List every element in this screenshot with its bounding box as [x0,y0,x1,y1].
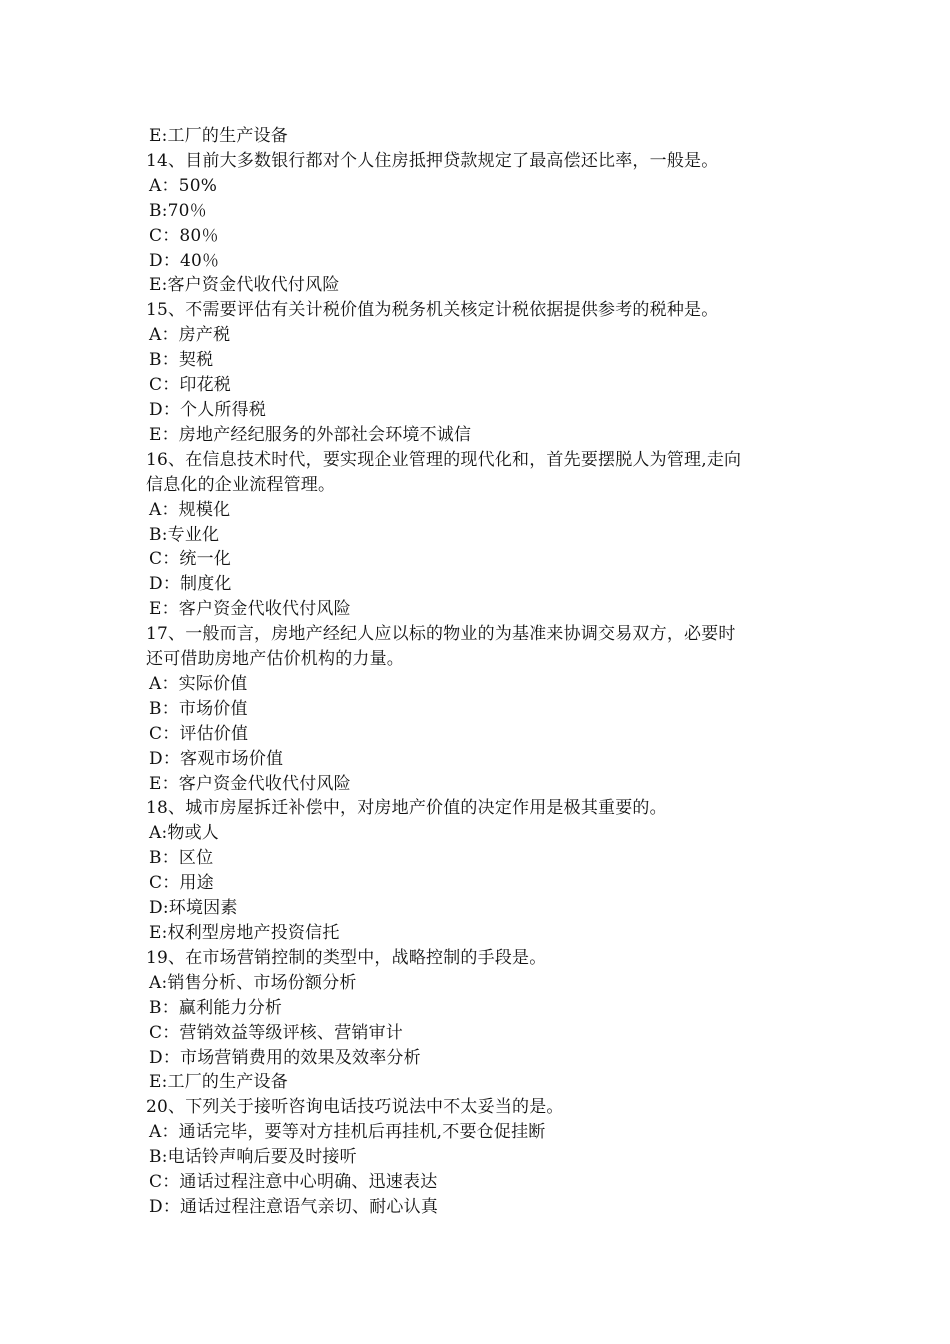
question-text: 18、城市房屋拆迁补偿中，对房地产价值的决定作用是极其重要的。 [146,798,667,819]
answer-option: C：用途 [149,873,214,894]
answer-option: A：实际价值 [149,673,248,694]
question-text: 20、下列关于接听咨询电话技巧说法中不太妥当的是。 [146,1097,564,1118]
question-text: 16、在信息技术时代，要实现企业管理的现代化和，首先要摆脱人为管理,走向 [146,449,742,470]
question-text: 还可借助房地产估价机构的力量。 [146,649,404,670]
answer-option: B:专业化 [149,524,220,545]
answer-option: D：40％ [149,250,220,271]
question-text: 14、目前大多数银行都对个人住房抵押贷款规定了最高偿还比率，一般是。 [146,150,719,171]
answer-option: A：50% [149,175,218,196]
question-text: 15、不需要评估有关计税价值为税务机关核定计税依据提供参考的税种是。 [146,300,719,321]
answer-option: D：客观市场价值 [149,748,284,769]
answer-option: C：营销效益等级评核、营销审计 [149,1022,404,1043]
answer-option: E:权利型房地产投资信托 [149,923,340,943]
answer-option: C：80％ [149,225,219,246]
answer-option: E：客户资金代收代付风险 [149,773,351,794]
answer-option: C：通话过程注意中心明确、迅速表达 [149,1172,438,1193]
answer-option: A：通话完毕，要等对方挂机后再挂机,不要仓促挂断 [149,1122,546,1143]
question-text: 17、一般而言，房地产经纪人应以标的物业的为基准来协调交易双方，必要时 [146,624,736,645]
answer-option: B:电话铃声响后要及时接听 [149,1147,357,1168]
answer-option: A：规模化 [149,499,231,520]
question-text: 信息化的企业流程管理。 [146,474,336,495]
answer-option: C：印花税 [149,375,232,396]
answer-option: D：个人所得税 [149,399,267,420]
question-list [146,124,826,1220]
answer-option: B：契税 [149,350,214,371]
answer-option: C：统一化 [149,549,232,570]
answer-option: C：评估价值 [149,723,249,744]
answer-option: D:环境因素 [149,898,238,919]
answer-option: E：房地产经纪服务的外部社会环境不诚信 [149,424,472,445]
answer-option: B：区位 [149,848,214,869]
answer-option: B：赢利能力分析 [149,997,283,1018]
answer-option: B：市场价值 [149,698,248,719]
answer-option: E:客户资金代收代付风险 [149,275,340,296]
question-text: 19、在市场营销控制的类型中，战略控制的手段是。 [146,947,547,968]
answer-option: E：客户资金代收代付风险 [149,599,351,620]
answer-option: D：市场营销费用的效果及效率分析 [149,1047,421,1068]
answer-option: D：通话过程注意语气亲切、耐心认真 [149,1196,439,1217]
answer-option: A:销售分析、市场份额分析 [149,972,357,993]
answer-option: E:工厂的生产设备 [149,126,288,146]
answer-option: B:70％ [149,200,207,221]
answer-option: A:物或人 [149,823,220,844]
answer-option: E:工厂的生产设备 [149,1072,288,1093]
answer-option: D：制度化 [149,574,232,595]
answer-option: A：房产税 [149,325,231,346]
